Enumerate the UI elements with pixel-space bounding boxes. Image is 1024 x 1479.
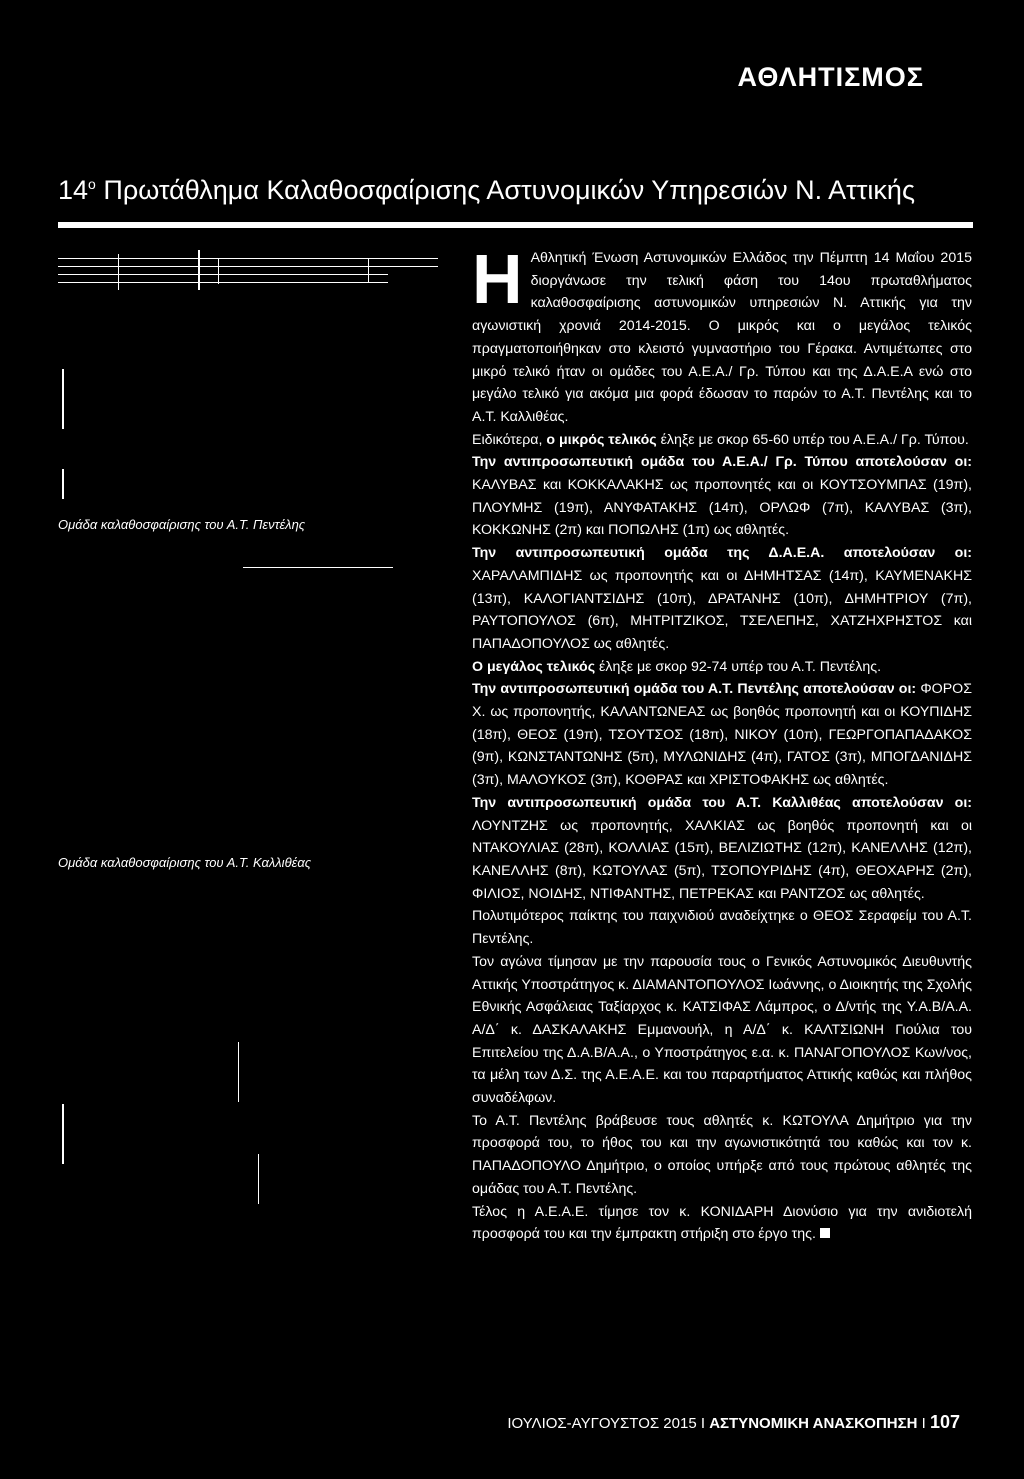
bold-span: Την αντιπροσωπευτική ομάδα της Δ.Α.Ε.Α. αποτελούσαν οι: xyxy=(472,545,972,562)
photo-line xyxy=(62,369,64,429)
text-span: έληξε με σκορ 65-60 υπέρ του Α.Ε.Α./ Γρ. Τύπου. xyxy=(656,431,969,448)
intro-text: Αθλητική Ένωση Αστυνομικών Ελλάδος την Πέμπτη 14 Μαΐου 2015 διοργάνωσε την τελική φάση του 14ου πρωταθλήματος καλαθοσφαίρισης αστυνομικών υπηρεσιών Ν. Αττικής για την αγωνιστική χρονιά 2014-2015. Ο μικρός και ο μεγάλος τελικός πραγματοποιήθηκαν στο κλειστό γυμναστήριο του Γέρακα. Αντιμέτωπες στο μικρό τελικό ήταν οι ομάδες του Α.Ε.Α./ Γρ. Τύπου και της Δ.Α.Ε.Α ενώ στο μεγάλο τελικό για ακόμα μια φορά έδωσαν το παρών το Α.Τ. Πεντέλης και το Α.Τ. Καλλιθέας. xyxy=(472,250,972,425)
paragraph-attendees: Τον αγώνα τίμησαν με την παρουσία τους ο Γενικός Αστυνομικός Διευθυντής Αττικής Υποστράτηγος κ. ΔΙΑΜΑΝΤΟΠΟΥΛΟΣ Ιωάννης, ο Διοικητής της Σχολής Εθνικής Ασφάλειας Ταξίαρχος κ. ΚΑΤΣΙΦΑΣ Λάμπρος, ο Δ/ντής της Υ.Α.Β/Α.Α. Α/Δ΄ κ. ΔΑΣΚΑΛΑΚΗΣ Εμμανουήλ, η Α/Δ΄ κ. ΚΑΛΤΣΙΩΝΗ Γιούλια του Επιτελείου της Δ.Α.Β/Α.Α., ο Υποστράτηγος ε.α. κ. ΠΑΝΑΓΟΠΟΥΛΟΣ Κων/νος, τα μέλη των Δ.Σ. της Α.Ε.Α.Ε. και του παραρτήματος Αττικής καθώς και πλήθος συναδέλφων. xyxy=(472,953,972,1107)
footer-separator: I xyxy=(921,1415,926,1432)
photo-line xyxy=(62,469,64,499)
article-headline xyxy=(58,175,978,206)
page-number: 107 xyxy=(929,1412,960,1432)
magazine-name: ΑΣΤΥΝΟΜΙΚΗ ΑΝΑΣΚΟΠΗΣΗ xyxy=(709,1415,918,1432)
text-span: ΦΟΡΟΣ Χ. ως προπονητής, ΚΑΛΑΝΤΩΝΕΑΣ ως βοηθός προπονητή και οι ΚΟΥΠΙΔΗΣ (18π), ΘΕΟΣ (19π), ΤΣΟΥΤΣΟΣ (18π), ΝΙΚΟΥ (10π), ΓΕΩΡΓΟΠΑΠΑΔΑΚΟΣ (9π), ΚΩΝΣΤΑΝΤΩΝΗΣ (5π), ΜΥΛΩΝΙΔΗΣ (4π), ΓΑΤΟΣ (3π), ΜΠΟΓΔΑΝΙΔΗΣ (3π), ΜΑΛΟΥΚΟΣ (3π), ΚΟΘΡΑΣ και ΧΡΙΣΤΟΦΑΚΗΣ ως αθλητές. xyxy=(472,681,972,789)
paragraph-team-kallitheas xyxy=(472,792,972,906)
page-footer xyxy=(480,1412,960,1433)
headline-ordinal: ο xyxy=(88,176,96,192)
bold-span: ο μικρός τελικός xyxy=(546,431,657,448)
photo-line xyxy=(58,266,438,267)
text-span: Τέλος η Α.Ε.Α.Ε. τίμησε τον κ. ΚΟΝΙΔΑΡΗ Διονύσιο για την ανιδιοτελή προσφορά του και την έμπρακτη στήριξη στο έργο της. xyxy=(472,1203,972,1243)
photo-area xyxy=(58,244,438,1214)
text-span: ΛΟΥΝΤΖΗΣ ως προπονητής, ΧΑΛΚΙΑΣ ως βοηθός προπονητή και οι ΝΤΑΚΟΥΛΙΑΣ (28π), ΚΟΛΛΙΑΣ (15π), ΒΕΛΙΖΙΩΤΗΣ (12π), ΚΑΝΕΛΛΗΣ (12π), ΚΑΝΕΛΛΗΣ (8π), ΚΩΤΟΥΛΑΣ (5π), ΤΣΟΠΟΥΡΙΔΗΣ (4π), ΘΕΟΧΑΡΗΣ (2π), ΦΙΛΙΟΣ, ΝΟΙΔΗΣ, ΝΤΙΦΑΝΤΗΣ, ΠΕΤΡΕΚΑΣ και ΡΑΝΤΖΟΣ ως αθλητές. xyxy=(472,817,972,902)
bold-span: Ο μεγάλος τελικός xyxy=(472,658,596,675)
bold-span: Την αντιπροσωπευτική ομάδα του Α.Ε.Α./ Γρ. Τύπου αποτελούσαν οι: xyxy=(472,454,972,471)
paragraph-team-aea xyxy=(472,451,972,542)
paragraph-small-final xyxy=(472,429,972,452)
drop-cap: Η xyxy=(472,240,523,318)
end-mark xyxy=(820,1228,830,1238)
photo-line xyxy=(218,258,219,284)
bold-span: Την αντιπροσωπευτική ομάδα του Α.Τ. Πεντέλης αποτελούσαν οι: xyxy=(472,681,917,698)
text-span: ΚΑΛΥΒΑΣ και ΚΟΚΚΑΛΑΚΗΣ ως προπονητές και οι ΚΟΥΤΣΟΥΜΠΑΣ (19π), ΠΛΟΥΜΗΣ (19π), ΑΝΥΦΑΤΑΚΗΣ (14π), ΟΡΛΩΦ (7π), ΚΑΛΥΒΑΣ (3π), ΚΟΚΚΩΝΗΣ (2π) και ΠΟΠΩΛΗΣ (1π) ως αθλητές. xyxy=(472,477,972,539)
paragraph-team-daea xyxy=(472,542,972,656)
photo-line xyxy=(118,254,119,290)
paragraph-team-pentelis xyxy=(472,678,972,792)
text-span: ΧΑΡΑΛΑΜΠΙΔΗΣ ως προπονητής και οι ΔΗΜΗΤΣΑΣ (14π), ΚΑΥΜΕΝΑΚΗΣ (13π), ΚΑΛΟΓΙΑΝΤΣΙΔΗΣ (10π), ΔΡΑΤΑΝΗΣ (10π), ΔΗΜΗΤΡΙΟΥ (7π), ΡΑΥΤΟΠΟΥΛΟΣ (6π), ΜΗΤΡΙΤΖΙΚΟΣ, ΤΣΕΛΕΠΗΣ, ΧΑΤΖΗΧΡΗΣΤΟΣ και ΠΑΠΑΔΟΠΟΥΛΟΣ ως αθλητές. xyxy=(472,567,972,652)
headline-text: Πρωτάθλημα Καλαθοσφαίρισης Αστυνομικών Υπηρεσιών Ν. Αττικής xyxy=(95,175,915,205)
footer-separator: I xyxy=(700,1415,706,1432)
paragraph-awards: Το Α.Τ. Πεντέλης βράβευσε τους αθλητές κ. ΚΩΤΟΥΛΑ Δημήτριο για την προσφορά του, το ήθος του και την αγωνιστικότητά του καθώς και τον κ. ΠΑΠΑΔΟΠΟΥΛΟ Δημήτριο, ο οποίος υπήρξε από τους πρώτους αθλητές της ομάδας του Α.Τ. Πεντέλης. xyxy=(472,1112,972,1197)
paragraph-mvp: Πολυτιμότερος παίκτης του παιχνιδιού αναδείχτηκε ο ΘΕΟΣ Σεραφείμ του Α.Τ. Πεντέλης. xyxy=(472,908,972,948)
article-intro xyxy=(472,240,972,429)
photo-line xyxy=(258,1154,259,1204)
photo-line xyxy=(58,282,388,283)
article-body xyxy=(472,240,972,1246)
photo-line xyxy=(62,1104,64,1164)
photo-line xyxy=(58,274,388,275)
text-span: Ειδικότερα, xyxy=(472,431,547,448)
bold-span: Την αντιπροσωπευτική ομάδα του Α.Τ. Καλλιθέας αποτελούσαν οι: xyxy=(472,794,972,811)
headline-rule xyxy=(58,222,973,228)
photo-line xyxy=(238,1042,239,1102)
photo-line xyxy=(368,258,369,282)
text-span: έληξε με σκορ 92-74 υπέρ του Α.Τ. Πεντέλης. xyxy=(595,658,882,675)
paragraph-big-final xyxy=(472,656,972,679)
paragraph-closing xyxy=(472,1201,972,1246)
issue-date: ΙΟΥΛΙΟΣ-ΑΥΓΟΥΣΤΟΣ 2015 xyxy=(507,1415,697,1432)
headline-number: 14 xyxy=(58,175,89,205)
section-title: ΑΘΛΗΤΙΣΜΟΣ xyxy=(737,62,924,92)
photo-line xyxy=(198,250,200,290)
photo-caption-pentelis: Ομάδα καλαθοσφαίρισης του Α.Τ. Πεντέλης xyxy=(58,517,306,532)
photo-line xyxy=(58,258,438,259)
photo-caption-kallitheas: Ομάδα καλαθοσφαίρισης του Α.Τ. Καλλιθέας xyxy=(58,855,312,870)
photo-line xyxy=(243,567,393,568)
